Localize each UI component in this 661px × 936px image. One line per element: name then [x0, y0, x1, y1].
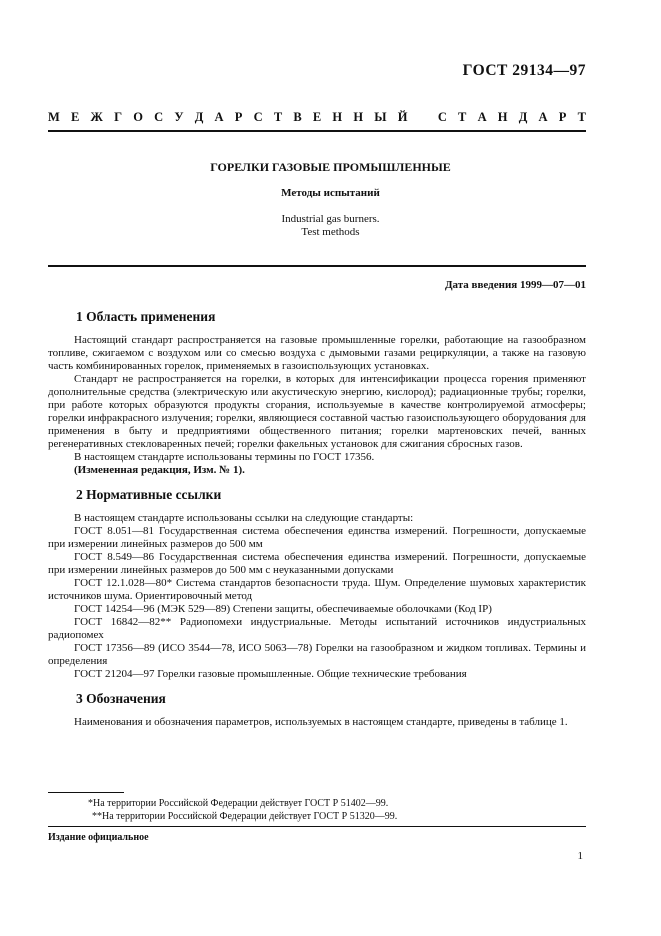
english-title: [0, 213, 661, 239]
banner-letter: Н: [353, 110, 364, 124]
reference-item: ГОСТ 8.549—86 Государственная система обеспечения единства измерений. Погрешности, допускаемые при измерении линейных размеров до 500 мм с неуказанными допусками: [48, 551, 586, 576]
banner-letter: Н: [332, 110, 343, 124]
paragraph: Стандарт не распространяется на горелки, в которых для интенсификации процесса горения применяют дополнительные средства (электрическую или акустическую энергию, кислород); радиационные трубы; горелки, при работе которых образуются продукты сгорания, используемые в качестве контролируемой атмосферы; горелки инфракрасного излучения; горелки, являющиеся составной частью газоиспользующего оборудования для применения в быту и предприятиями общественного питания; горелки мартеновских печей, ванных регенеративных стекловаренных печей; горелки факельных установок для сжигания сбросных газов.: [48, 373, 586, 450]
banner-letter: Е: [312, 110, 322, 124]
banner-letter: Й: [397, 110, 408, 124]
paragraph: В настоящем стандарте использованы термины по ГОСТ 17356.: [74, 451, 375, 463]
banner-letter: У: [174, 110, 184, 124]
banner-letter: А: [477, 110, 487, 124]
section-designations: [48, 692, 586, 729]
banner-letter: О: [133, 110, 143, 124]
footnote-rule: [48, 792, 124, 793]
section-heading: 2 Нормативные ссылки: [76, 487, 222, 502]
document-body: [48, 310, 586, 740]
reference-item: ГОСТ 14254—96 (МЭК 529—89) Степени защиты, обеспечиваемые оболочками (Код IP): [74, 603, 492, 615]
section-scope: [48, 310, 586, 477]
section-heading: 1 Область применения: [76, 309, 216, 324]
section-heading: 3 Обозначения: [76, 691, 166, 706]
footnote: *На территории Российской Федерации действует ГОСТ Р 51402—99.: [88, 798, 389, 809]
paragraph: В настоящем стандарте использованы ссылки на следующие стандарты:: [74, 512, 414, 524]
banner-letter: Г: [114, 110, 123, 124]
banner-letter: Р: [558, 110, 567, 124]
interstate-standard-banner: [48, 110, 586, 125]
banner-letter: С: [437, 110, 447, 124]
banner-letter: Н: [497, 110, 508, 124]
document-number: ГОСТ 29134—97: [462, 62, 586, 79]
reference-item: ГОСТ 17356—89 (ИСО 3544—78, ИСО 5063—78) Горелки на газообразном и жидком топливах. Термины и определения: [48, 642, 586, 667]
banner-letter: В: [293, 110, 302, 124]
banner-letter: Т: [458, 110, 467, 124]
footnotes: [48, 792, 586, 823]
english-title-line-2: Test methods: [301, 226, 360, 238]
title-rule: [48, 265, 586, 267]
bottom-rule: [48, 826, 586, 827]
banner-letter: Ж: [90, 110, 103, 124]
section-normative-references: [48, 488, 586, 681]
document-subtitle: Методы испытаний: [281, 187, 380, 199]
banner-word-gap: [419, 110, 427, 125]
banner-letter: Ы: [374, 110, 387, 124]
banner-letter: Т: [577, 110, 586, 124]
banner-letter: А: [538, 110, 548, 124]
document-title: ГОРЕЛКИ ГАЗОВЫЕ ПРОМЫШЛЕННЫЕ: [210, 160, 451, 174]
amendment-note: (Измененная редакция, Изм. № 1).: [74, 464, 245, 476]
banner-letter: А: [214, 110, 224, 124]
introduction-date: Дата введения 1999—07—01: [444, 279, 586, 291]
footnote: **На территории Российской Федерации действует ГОСТ Р 51320—99.: [92, 811, 398, 822]
top-rule: [48, 130, 586, 132]
paragraph: Настоящий стандарт распространяется на газовые промышленные горелки, работающие на газообразном топливе, сжигаемом с воздухом или со смесью воздуха с дымовыми газами рециркуляции, а также на газовую часть комбинированных горелок, применяемых в газоиспользующих установках.: [48, 334, 586, 372]
paragraph: Наименования и обозначения параметров, используемых в настоящем стандарте, приведены в таблице 1.: [74, 716, 568, 728]
page-number: 1: [577, 850, 583, 862]
banner-letter: Е: [71, 110, 80, 124]
reference-item: ГОСТ 21204—97 Горелки газовые промышленные. Общие технические требования: [74, 668, 467, 680]
banner-letter: Д: [194, 110, 204, 124]
reference-item: ГОСТ 16842—82** Радиопомехи индустриальные. Методы испытаний источников индустриальных радиопомех: [48, 616, 586, 641]
banner-letter: С: [154, 110, 164, 124]
banner-letter: Д: [518, 110, 528, 124]
banner-letter: С: [253, 110, 263, 124]
reference-item: ГОСТ 8.051—81 Государственная система обеспечения единства измерений. Погрешности, допускаемые при измерении линейных размеров до 500 мм: [48, 525, 586, 550]
banner-letter: Р: [234, 110, 243, 124]
english-title-line-1: Industrial gas burners.: [281, 213, 380, 225]
banner-letter: М: [48, 110, 60, 124]
reference-item: ГОСТ 12.1.028—80* Система стандартов безопасности труда. Шум. Определение шумовых характеристик источников шума. Ориентировочный метод: [48, 577, 586, 602]
banner-letter: Т: [273, 110, 283, 124]
official-edition-label: Издание официальное: [48, 832, 149, 843]
